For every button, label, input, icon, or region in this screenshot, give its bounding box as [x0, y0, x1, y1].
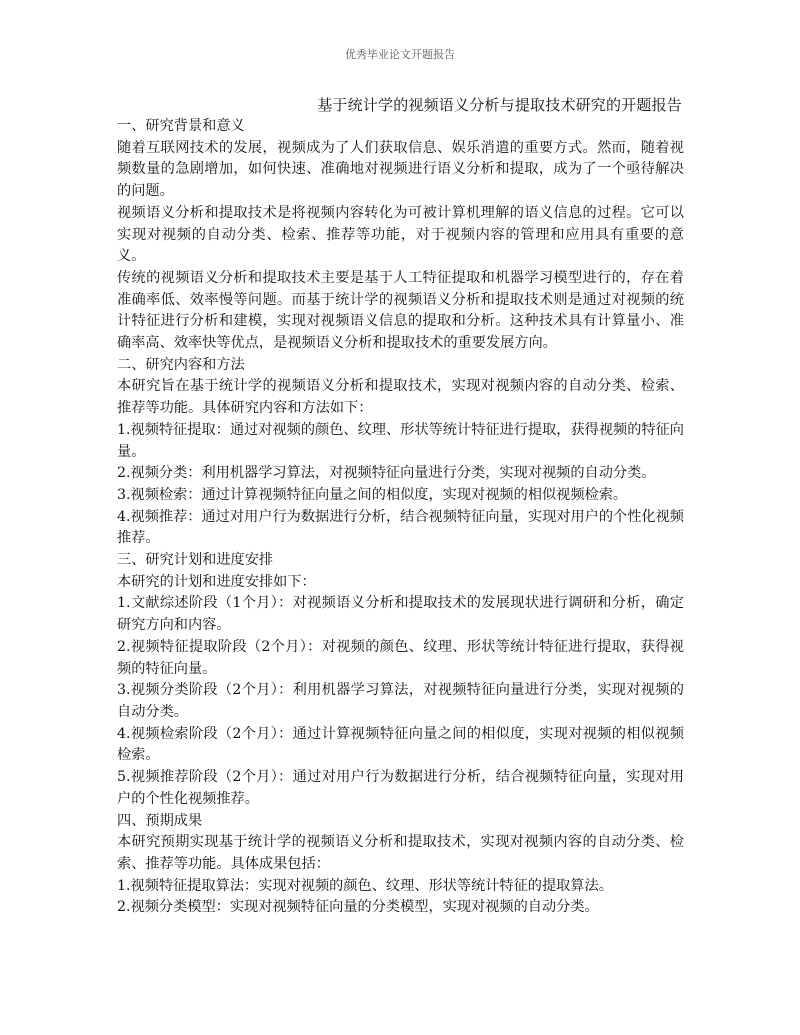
list-item: 4.视频检索阶段（2个月）：通过计算视频特征向量之间的相似度，实现对视频的相似视频检索。: [117, 725, 684, 764]
list-item: 1.视频特征提取：通过对视频的颜色、纹理、形状等统计特征进行提取，获得视频的特征向量。: [117, 421, 684, 460]
document-body: [117, 116, 684, 919]
paragraph: 本研究的计划和进度安排如下：: [117, 573, 316, 590]
section-heading: 一、研究背景和意义: [117, 118, 245, 134]
section-heading: 三、研究计划和进度安排: [117, 552, 274, 569]
section-heading: 四、预期成果: [117, 812, 203, 829]
paragraph: 视频语义分析和提取技术是将视频内容转化为可被计算机理解的语义信息的过程。它可以实现对视频的自动分类、检索、推荐等功能，对于视频内容的管理和应用具有重要的意义。: [117, 204, 684, 265]
list-item: 3.视频分类阶段（2个月）：利用机器学习算法，对视频特征向量进行分类，实现对视频的自动分类。: [117, 682, 684, 720]
list-item: 2.视频分类：利用机器学习算法，对视频特征向量进行分类，实现对视频的自动分类。: [117, 465, 656, 482]
section-heading: 二、研究内容和方法: [117, 356, 245, 373]
page-header: 优秀毕业论文开题报告: [345, 48, 455, 61]
paragraph: 本研究预期实现基于统计学的视频语义分析和提取技术，实现对视频内容的自动分类、检索、推荐等功能。具体成果包括：: [117, 834, 684, 872]
list-item: 4.视频推荐：通过对用户行为数据进行分析，结合视频特征向量，实现对用户的个性化视频推荐。: [117, 508, 684, 547]
list-item: 1.视频特征提取算法：实现对视频的颜色、纹理、形状等统计特征的提取算法。: [117, 877, 613, 894]
list-item: 5.视频推荐阶段（2个月）：通过对用户行为数据进行分析，结合视频特征向量，实现对用户的个性化视频推荐。: [117, 769, 684, 807]
paragraph: 随着互联网技术的发展，视频成为了人们获取信息、娱乐消遣的重要方式。然而，随着视频数量的急剧增加，如何快速、准确地对视频进行语义分析和提取，成为了一个亟待解决的问题。: [117, 139, 684, 200]
paragraph: 传统的视频语义分析和提取技术主要是基于人工特征提取和机器学习模型进行的，存在着准确率低、效率慢等问题。而基于统计学的视频语义分析和提取技术则是通过对视频的统计特征进行分析和建模，实现对视频语义信息的提取和分析。这种技术具有计算量小、准确率高、效率快等优点，是视频语义分析和提取技术的重要发展方向。: [117, 269, 684, 352]
document-title: 基于统计学的视频语义分析与提取技术研究的开题报告: [317, 96, 682, 114]
list-item: 3.视频检索：通过计算视频特征向量之间的相似度，实现对视频的相似视频检索。: [117, 486, 628, 503]
paragraph: 本研究旨在基于统计学的视频语义分析和提取技术，实现对视频内容的自动分类、检索、推荐等功能。具体研究内容和方法如下：: [117, 378, 684, 417]
list-item: 1.文献综述阶段（1个月）：对视频语义分析和提取技术的发展现状进行调研和分析，确定研究方向和内容。: [117, 595, 684, 634]
list-item: 2.视频分类模型：实现对视频特征向量的分类模型，实现对视频的自动分类。: [117, 899, 599, 916]
list-item: 2.视频特征提取阶段（2个月）：对视频的颜色、纹理、形状等统计特征进行提取，获得视频的特征向量。: [117, 638, 684, 677]
